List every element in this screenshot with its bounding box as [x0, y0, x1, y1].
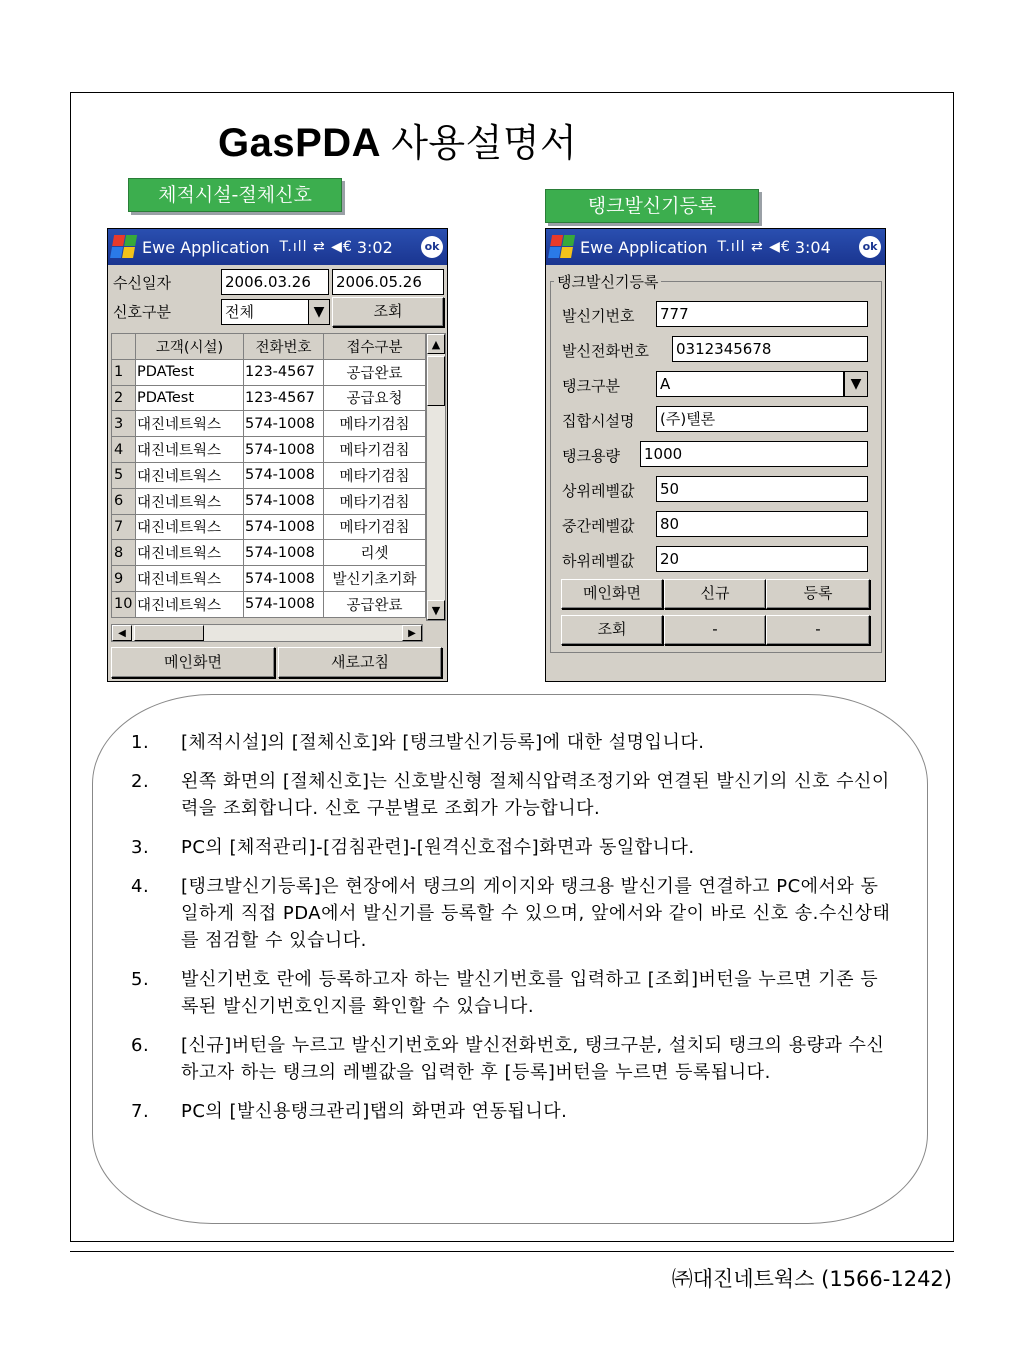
row-number: 10 — [112, 591, 136, 617]
type-cell: 공급요청 — [324, 385, 426, 411]
phone-cell: 123-4567 — [244, 359, 324, 385]
section-label-right: 탱크발신기등록 — [545, 189, 759, 223]
vertical-scrollbar[interactable] — [426, 333, 446, 621]
date-label: 수신일자 — [113, 274, 171, 292]
field-label: 발신기번호 — [562, 307, 635, 325]
clock-time: 3:04 — [794, 237, 831, 257]
list-item — [131, 1098, 891, 1125]
scroll-up-icon[interactable]: ▲ — [427, 334, 445, 354]
field-label: 탱크구분 — [562, 377, 620, 395]
table-row[interactable] — [112, 462, 426, 488]
horizontal-scrollbar[interactable] — [111, 624, 423, 642]
row-number: 5 — [112, 462, 136, 488]
tank-type-select[interactable]: A — [656, 371, 844, 397]
description-box — [92, 694, 928, 1224]
type-cell: 공급완료 — [324, 591, 426, 617]
type-cell: 메타기검침 — [324, 411, 426, 437]
blank-button[interactable]: - — [766, 615, 870, 645]
item-number: 1. — [131, 732, 150, 753]
title-prefix: GasPDA — [218, 121, 380, 165]
item-number: 6. — [131, 1035, 150, 1056]
column-header[interactable]: 고객(시설) — [136, 334, 244, 360]
refresh-button[interactable]: 새로고침 — [278, 647, 442, 678]
column-header[interactable]: 접수구분 — [324, 334, 426, 360]
row-number: 7 — [112, 514, 136, 540]
type-cell: 메타기검침 — [324, 488, 426, 514]
windows-start-icon[interactable] — [110, 235, 138, 259]
row-number: 6 — [112, 488, 136, 514]
blank-button[interactable]: - — [664, 615, 766, 645]
new-button[interactable]: 신규 — [664, 579, 766, 609]
row-number: 2 — [112, 385, 136, 411]
item-text: PC의 [발신용탱크관리]탭의 화면과 연동됩니다. — [181, 1101, 568, 1122]
type-cell: 메타기검침 — [324, 437, 426, 463]
scroll-thumb[interactable] — [134, 625, 204, 641]
scroll-thumb[interactable] — [427, 356, 445, 406]
row-number: 1 — [112, 359, 136, 385]
main-menu-button[interactable]: 메인화면 — [111, 647, 275, 678]
type-cell: 공급완료 — [324, 359, 426, 385]
list-item — [131, 834, 891, 861]
phone-cell: 123-4567 — [244, 385, 324, 411]
field-input[interactable]: (주)텔론 — [656, 406, 868, 432]
item-text: 왼쪽 화면의 [절체신호]는 신호발신형 절체식압력조정기와 연결된 발신기의 신호 수신이력을 조회합니다. 신호 구분별로 조회가 가능합니다. — [181, 771, 890, 819]
signal-status-icon: T.ıll ⇄ ◀€ — [717, 239, 791, 255]
customer-cell: PDATest — [136, 385, 244, 411]
phone-cell: 574-1008 — [244, 411, 324, 437]
pda-titlebar — [108, 229, 447, 265]
table-row[interactable] — [112, 514, 426, 540]
phone-cell: 574-1008 — [244, 566, 324, 592]
phone-cell: 574-1008 — [244, 591, 324, 617]
phone-cell: 574-1008 — [244, 462, 324, 488]
item-number: 7. — [131, 1101, 150, 1122]
phone-cell: 574-1008 — [244, 437, 324, 463]
row-number: 4 — [112, 437, 136, 463]
description-list — [131, 729, 891, 1137]
group-title: 탱크발신기등록 — [554, 271, 661, 292]
row-number: 3 — [112, 411, 136, 437]
item-number: 3. — [131, 837, 150, 858]
signal-type-label: 신호구분 — [113, 303, 171, 321]
customer-cell: 대진네트웍스 — [136, 566, 244, 592]
customer-cell: 대진네트웍스 — [136, 437, 244, 463]
item-text: 발신기번호 란에 등록하고자 하는 발신기번호를 입력하고 [조회]버턴을 누르면 기존 등록된 발신기번호인지를 확인할 수 있습니다. — [181, 969, 879, 1017]
table-row[interactable] — [112, 437, 426, 463]
table-row[interactable] — [112, 591, 426, 617]
type-cell: 발신기초기화 — [324, 566, 426, 592]
register-button[interactable]: 등록 — [766, 579, 870, 609]
item-text: [탱크발신기등록]은 현장에서 탱크의 게이지와 탱크용 발신기를 연결하고 PC에서와 동일하게 직접 PDA에서 발신기를 등록할 수 있으며, 앞에서와 같이 바로 신호 송.수신상태를 점검할 수 있습니다. — [181, 876, 891, 951]
field-label: 상위레벨값 — [562, 482, 635, 500]
list-item — [131, 1032, 891, 1086]
signal-status-icon: T.ıll ⇄ ◀€ — [279, 239, 353, 255]
type-cell: 리셋 — [324, 540, 426, 566]
row-number-header — [112, 334, 136, 360]
item-number: 2. — [131, 771, 150, 792]
search-button[interactable]: 조회 — [561, 615, 663, 645]
scroll-down-icon[interactable]: ▼ — [427, 600, 445, 620]
item-number: 4. — [131, 876, 150, 897]
search-button[interactable]: 조회 — [332, 297, 444, 327]
field-input[interactable]: 20 — [656, 546, 868, 572]
footer-company: ㈜대진네트웍스 (1566-1242) — [671, 1267, 952, 1291]
signal-type-select[interactable]: 전체 — [221, 299, 309, 325]
customer-cell: PDATest — [136, 359, 244, 385]
date-to-input[interactable]: 2006.05.26 — [332, 269, 444, 295]
item-text: [체적시설]의 [절체신호]와 [탱크발신기등록]에 대한 설명입니다. — [181, 732, 705, 753]
column-header[interactable]: 전화번호 — [244, 334, 324, 360]
customer-cell: 대진네트웍스 — [136, 462, 244, 488]
pda-screen-right — [545, 228, 886, 682]
table-row[interactable] — [112, 488, 426, 514]
page-title — [218, 112, 577, 167]
field-input[interactable]: 80 — [656, 511, 868, 537]
scroll-right-icon[interactable]: ▶ — [402, 625, 422, 641]
item-text: PC의 [체적관리]-[검침관련]-[원격신호접수]화면과 동일합니다. — [181, 837, 695, 858]
field-input[interactable]: 777 — [656, 301, 868, 327]
table-row[interactable] — [112, 411, 426, 437]
list-item — [131, 966, 891, 1020]
ok-button[interactable]: ok — [859, 236, 881, 258]
field-label: 집합시설명 — [562, 412, 635, 430]
app-title: Ewe Application — [580, 237, 708, 257]
row-number: 8 — [112, 540, 136, 566]
phone-cell: 574-1008 — [244, 514, 324, 540]
section-label-left: 체적시설-절체신호 — [128, 178, 342, 212]
footer-divider — [70, 1251, 954, 1252]
field-label: 중간레벨값 — [562, 517, 635, 535]
type-cell: 메타기검침 — [324, 514, 426, 540]
list-item — [131, 768, 891, 822]
table-header-row — [112, 334, 426, 360]
field-label: 탱크용량 — [562, 447, 620, 465]
pda-titlebar — [546, 229, 885, 265]
item-number: 5. — [131, 969, 150, 990]
dropdown-arrow-icon[interactable]: ▼ — [308, 299, 330, 325]
ok-button[interactable]: ok — [421, 236, 443, 258]
table-row[interactable] — [112, 385, 426, 411]
main-menu-button[interactable]: 메인화면 — [561, 579, 663, 609]
phone-cell: 574-1008 — [244, 540, 324, 566]
type-cell: 메타기검침 — [324, 462, 426, 488]
pda-screen-left — [107, 228, 448, 682]
table-row[interactable] — [112, 540, 426, 566]
list-item — [131, 873, 891, 954]
scroll-left-icon[interactable]: ◀ — [112, 625, 132, 641]
title-suffix: 사용설명서 — [391, 121, 578, 165]
signal-history-table — [111, 333, 426, 618]
field-input[interactable]: 50 — [656, 476, 868, 502]
customer-cell: 대진네트웍스 — [136, 540, 244, 566]
table-row[interactable] — [112, 359, 426, 385]
customer-cell: 대진네트웍스 — [136, 488, 244, 514]
customer-cell: 대진네트웍스 — [136, 591, 244, 617]
table-row[interactable] — [112, 566, 426, 592]
dropdown-arrow-icon[interactable]: ▼ — [844, 371, 868, 397]
customer-cell: 대진네트웍스 — [136, 411, 244, 437]
field-label: 발신전화번호 — [562, 342, 649, 360]
customer-cell: 대진네트웍스 — [136, 514, 244, 540]
list-item — [131, 729, 891, 756]
phone-cell: 574-1008 — [244, 488, 324, 514]
field-input[interactable]: 0312345678 — [672, 336, 868, 362]
date-from-input[interactable]: 2006.03.26 — [221, 269, 329, 295]
windows-start-icon[interactable] — [548, 235, 576, 259]
row-number: 9 — [112, 566, 136, 592]
field-label: 하위레벨값 — [562, 552, 635, 570]
clock-time: 3:02 — [356, 237, 393, 257]
item-text: [신규]버턴을 누르고 발신기번호와 발신전화번호, 탱크구분, 설치되 탱크의 용량과 수신하고자 하는 탱크의 레벨값을 입력한 후 [등록]버턴을 누르면 등록됩니다. — [181, 1035, 885, 1083]
field-input[interactable]: 1000 — [640, 441, 868, 467]
app-title: Ewe Application — [142, 237, 270, 257]
